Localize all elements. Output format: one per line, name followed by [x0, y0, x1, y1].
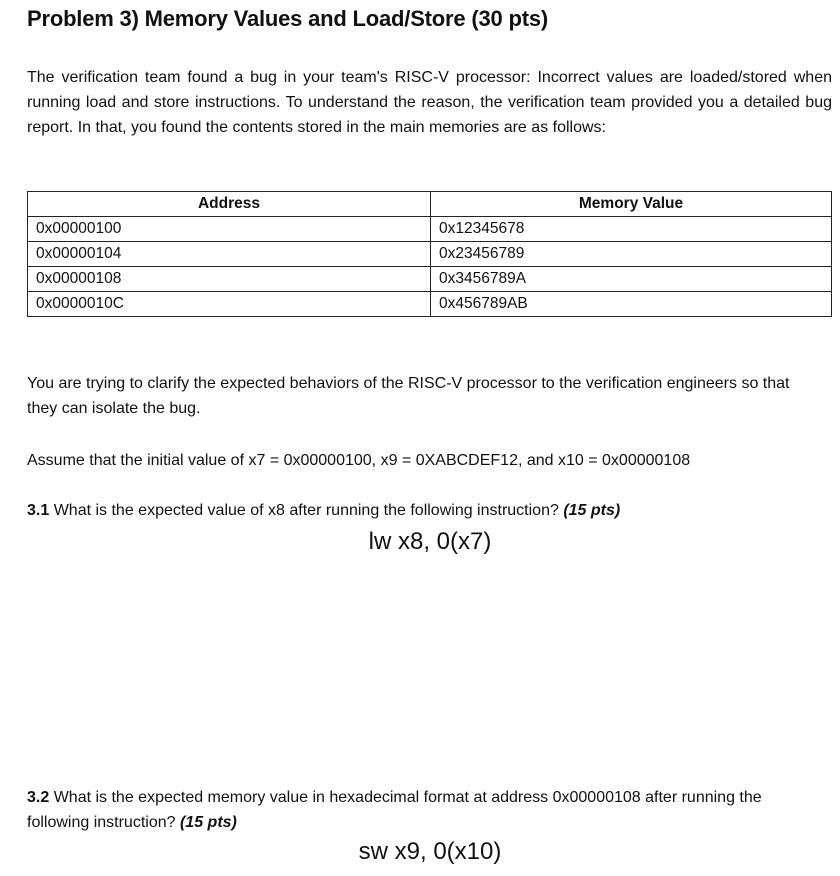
problem-title: Problem 3) Memory Values and Load/Store (30 pts)	[27, 6, 548, 31]
address-cell: 0x00000104	[28, 242, 431, 267]
question-points: (15 pts)	[563, 502, 621, 519]
context-paragraph: You are trying to clarify the expected behaviors of the RISC-V processor to the verification engineers so that they can isolate the bug.	[27, 375, 790, 417]
value-cell: 0x456789AB	[431, 292, 832, 317]
instruction-sw: sw x9, 0(x10)	[358, 838, 502, 865]
address-header: Address	[28, 192, 431, 217]
memory-value-header: Memory Value	[431, 192, 832, 217]
address-cell: 0x00000108	[28, 267, 431, 292]
question-number: 3.2	[27, 789, 50, 806]
memory-table	[27, 191, 832, 317]
assumption-paragraph: Assume that the initial value of x7 = 0x00000100, x9 = 0XABCDEF12, and x10 = 0x00000108	[27, 452, 691, 469]
question-text: What is the expected memory value in hexadecimal format at address 0x00000108 after running the following instruction?	[27, 789, 762, 831]
question-text: What is the expected value of x8 after running the following instruction?	[49, 502, 564, 519]
table-header-row	[28, 192, 832, 217]
value-cell: 0x12345678	[431, 217, 832, 242]
question-3-1	[27, 498, 827, 523]
instruction-lw: lw x8, 0(x7)	[368, 528, 492, 555]
address-cell: 0x00000100	[28, 217, 431, 242]
table-row	[28, 292, 832, 317]
value-cell: 0x3456789A	[431, 267, 832, 292]
value-cell: 0x23456789	[431, 242, 832, 267]
address-cell: 0x0000010C	[28, 292, 431, 317]
table-row	[28, 242, 832, 267]
question-number: 3.1	[27, 502, 50, 519]
table-row	[28, 217, 832, 242]
intro-paragraph: The verification team found a bug in your team's RISC-V processor: Incorrect values are loaded/stored when running load and store instructions. To understand the reason, the verification team provided you a detailed bug report. In that, you found the contents stored in the main memories are as follows:	[27, 69, 832, 136]
table-row	[28, 267, 832, 292]
question-points: (15 pts)	[179, 814, 237, 831]
question-3-2	[27, 785, 817, 835]
